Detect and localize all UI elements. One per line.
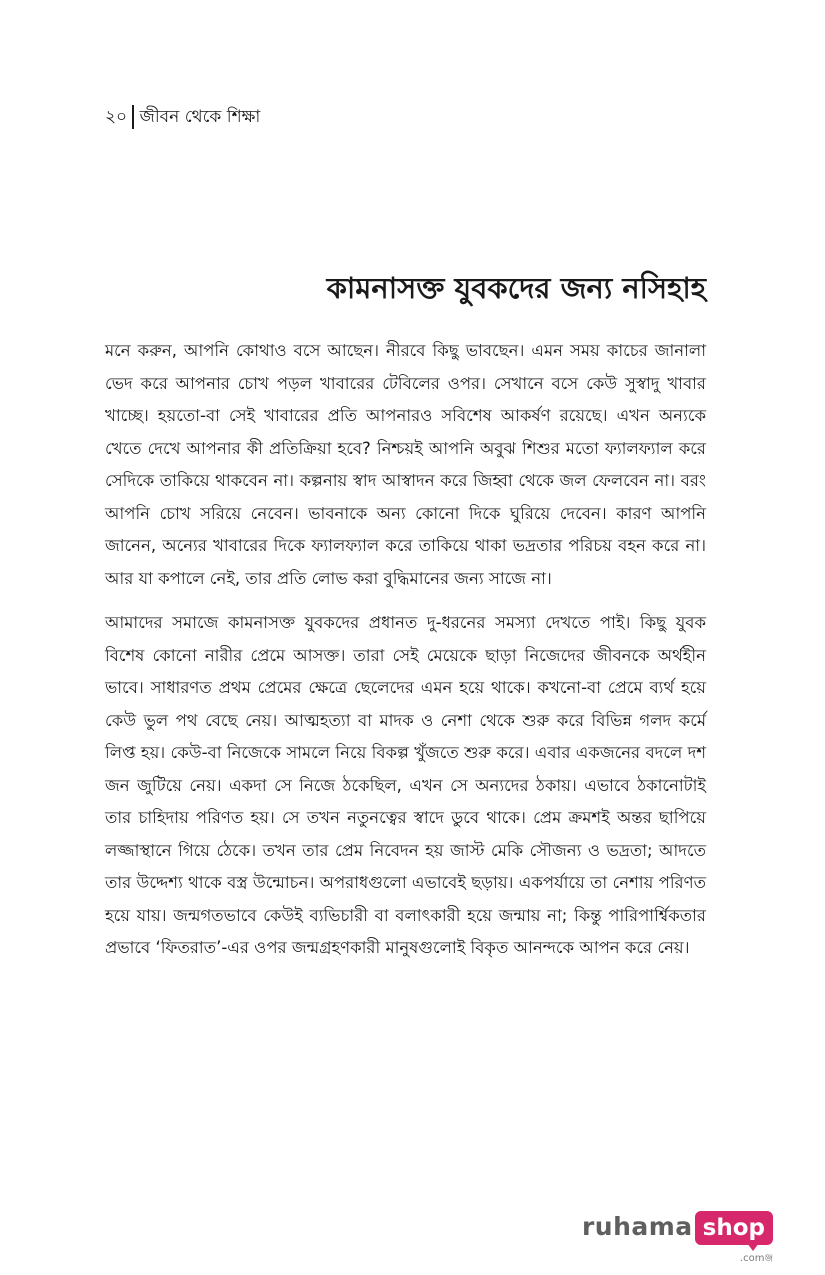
running-header (105, 104, 260, 130)
logo-shop-group (695, 1211, 773, 1265)
book-title: জীবন থেকে শিক্ষা (139, 107, 261, 127)
ruhamashop-logo (582, 1211, 773, 1265)
header-divider (132, 105, 134, 129)
logo-domain-text: .comঞ্জ (739, 1253, 773, 1264)
chapter-title: কামনাসক্ত যুবকদের জন্য নসিহাহ (326, 271, 706, 305)
logo-ruhama-text: ruhama (581, 1212, 693, 1241)
logo-shop-badge: shop (695, 1211, 773, 1245)
page-number: ২০ (105, 107, 128, 127)
body-text (105, 335, 706, 965)
paragraph-2: আমাদের সমাজে কামনাসক্ত যুবকদের প্রধানত দু-ধরনের সমস্যা দেখতে পাই। কিছু যুবক বিশেষ কোনো নারীর প্রেমে আসক্ত। তারা সেই মেয়েকে ছাড়া নিজেদের জীবনকে অর্থহীন ভাবে। সাধারণত প্রথম প্রেমের ক্ষেত্রে ছেলেদের এমন হয়ে থাকে। কখনো-বা প্রেমে ব্যর্থ হয়ে কেউ ভুল পথ বেছে নেয়। আত্মহত্যা বা মাদক ও নেশা থেকে শুরু করে বিভিন্ন গলদ কর্মে লিপ্ত হয়। কেউ-বা নিজেকে সামলে নিয়ে বিকল্প খুঁজতে শুরু করে। এবার একজনের বদলে দশ জন জুটিয়ে নেয়। একদা সে নিজে ঠকেছিল, এখন সে অন্যদের ঠকায়। এভাবে ঠকানোটাই তার চাহিদায় পরিণত হয়। সে তখন নতুনত্বের স্বাদে ডুবে থাকে। প্রেম ক্রমশই অন্তর ছাপিয়ে লজ্জাস্থানে গিয়ে ঠেকে। তখন তার প্রেম নিবেদন হয় জাস্ট মেকি সৌজন্য ও ভদ্রতা; আদতে তার উদ্দেশ্য থাকে বস্ত্র উন্মোচন। অপরাধগুলো এভাবেই ছড়ায়। একপর্যায়ে তা নেশায় পরিণত হয়ে যায়। জন্মগতভাবে কেউই ব্যভিচারী বা বলাৎকারী হয়ে জন্মায় না; কিন্তু পারিপার্শ্বিকতার প্রভাবে ‘ফিতরাত’-এর ওপর জন্মগ্রহণকারী মানুষগুলোই বিকৃত আনন্দকে আপন করে নেয়। (105, 613, 706, 957)
paragraph-1: মনে করুন, আপনি কোথাও বসে আছেন। নীরবে কিছু ভাবছেন। এমন সময় কাচের জানালা ভেদ করে আপনার চোখ পড়ল খাবারের টেবিলের ওপর। সেখানে বসে কেউ সুস্বাদু খাবার খাচ্ছে। হয়তো-বা সেই খাবারের প্রতি আপনারও সবিশেষ আকর্ষণ রয়েছে। এখন অন্যকে খেতে দেখে আপনার কী প্রতিক্রিয়া হবে? নিশ্চয়ই আপনি অবুঝ শিশুর মতো ফ্যালফ্যাল করে সেদিকে তাকিয়ে থাকবেন না। কল্পনায় স্বাদ আস্বাদন করে জিহ্বা থেকে জল ফেলবেন না। বরং আপনি চোখ সরিয়ে নেবেন। ভাবনাকে অন্য কোনো দিকে ঘুরিয়ে দেবেন। কারণ আপনি জানেন, অন্যের খাবারের দিকে ফ্যালফ্যাল করে তাকিয়ে থাকা ভদ্রতার পরিচয় বহন করে না। আর যা কপালে নেই, তার প্রতি লোভ করা বুদ্ধিমানের জন্য সাজে না। (105, 341, 706, 588)
